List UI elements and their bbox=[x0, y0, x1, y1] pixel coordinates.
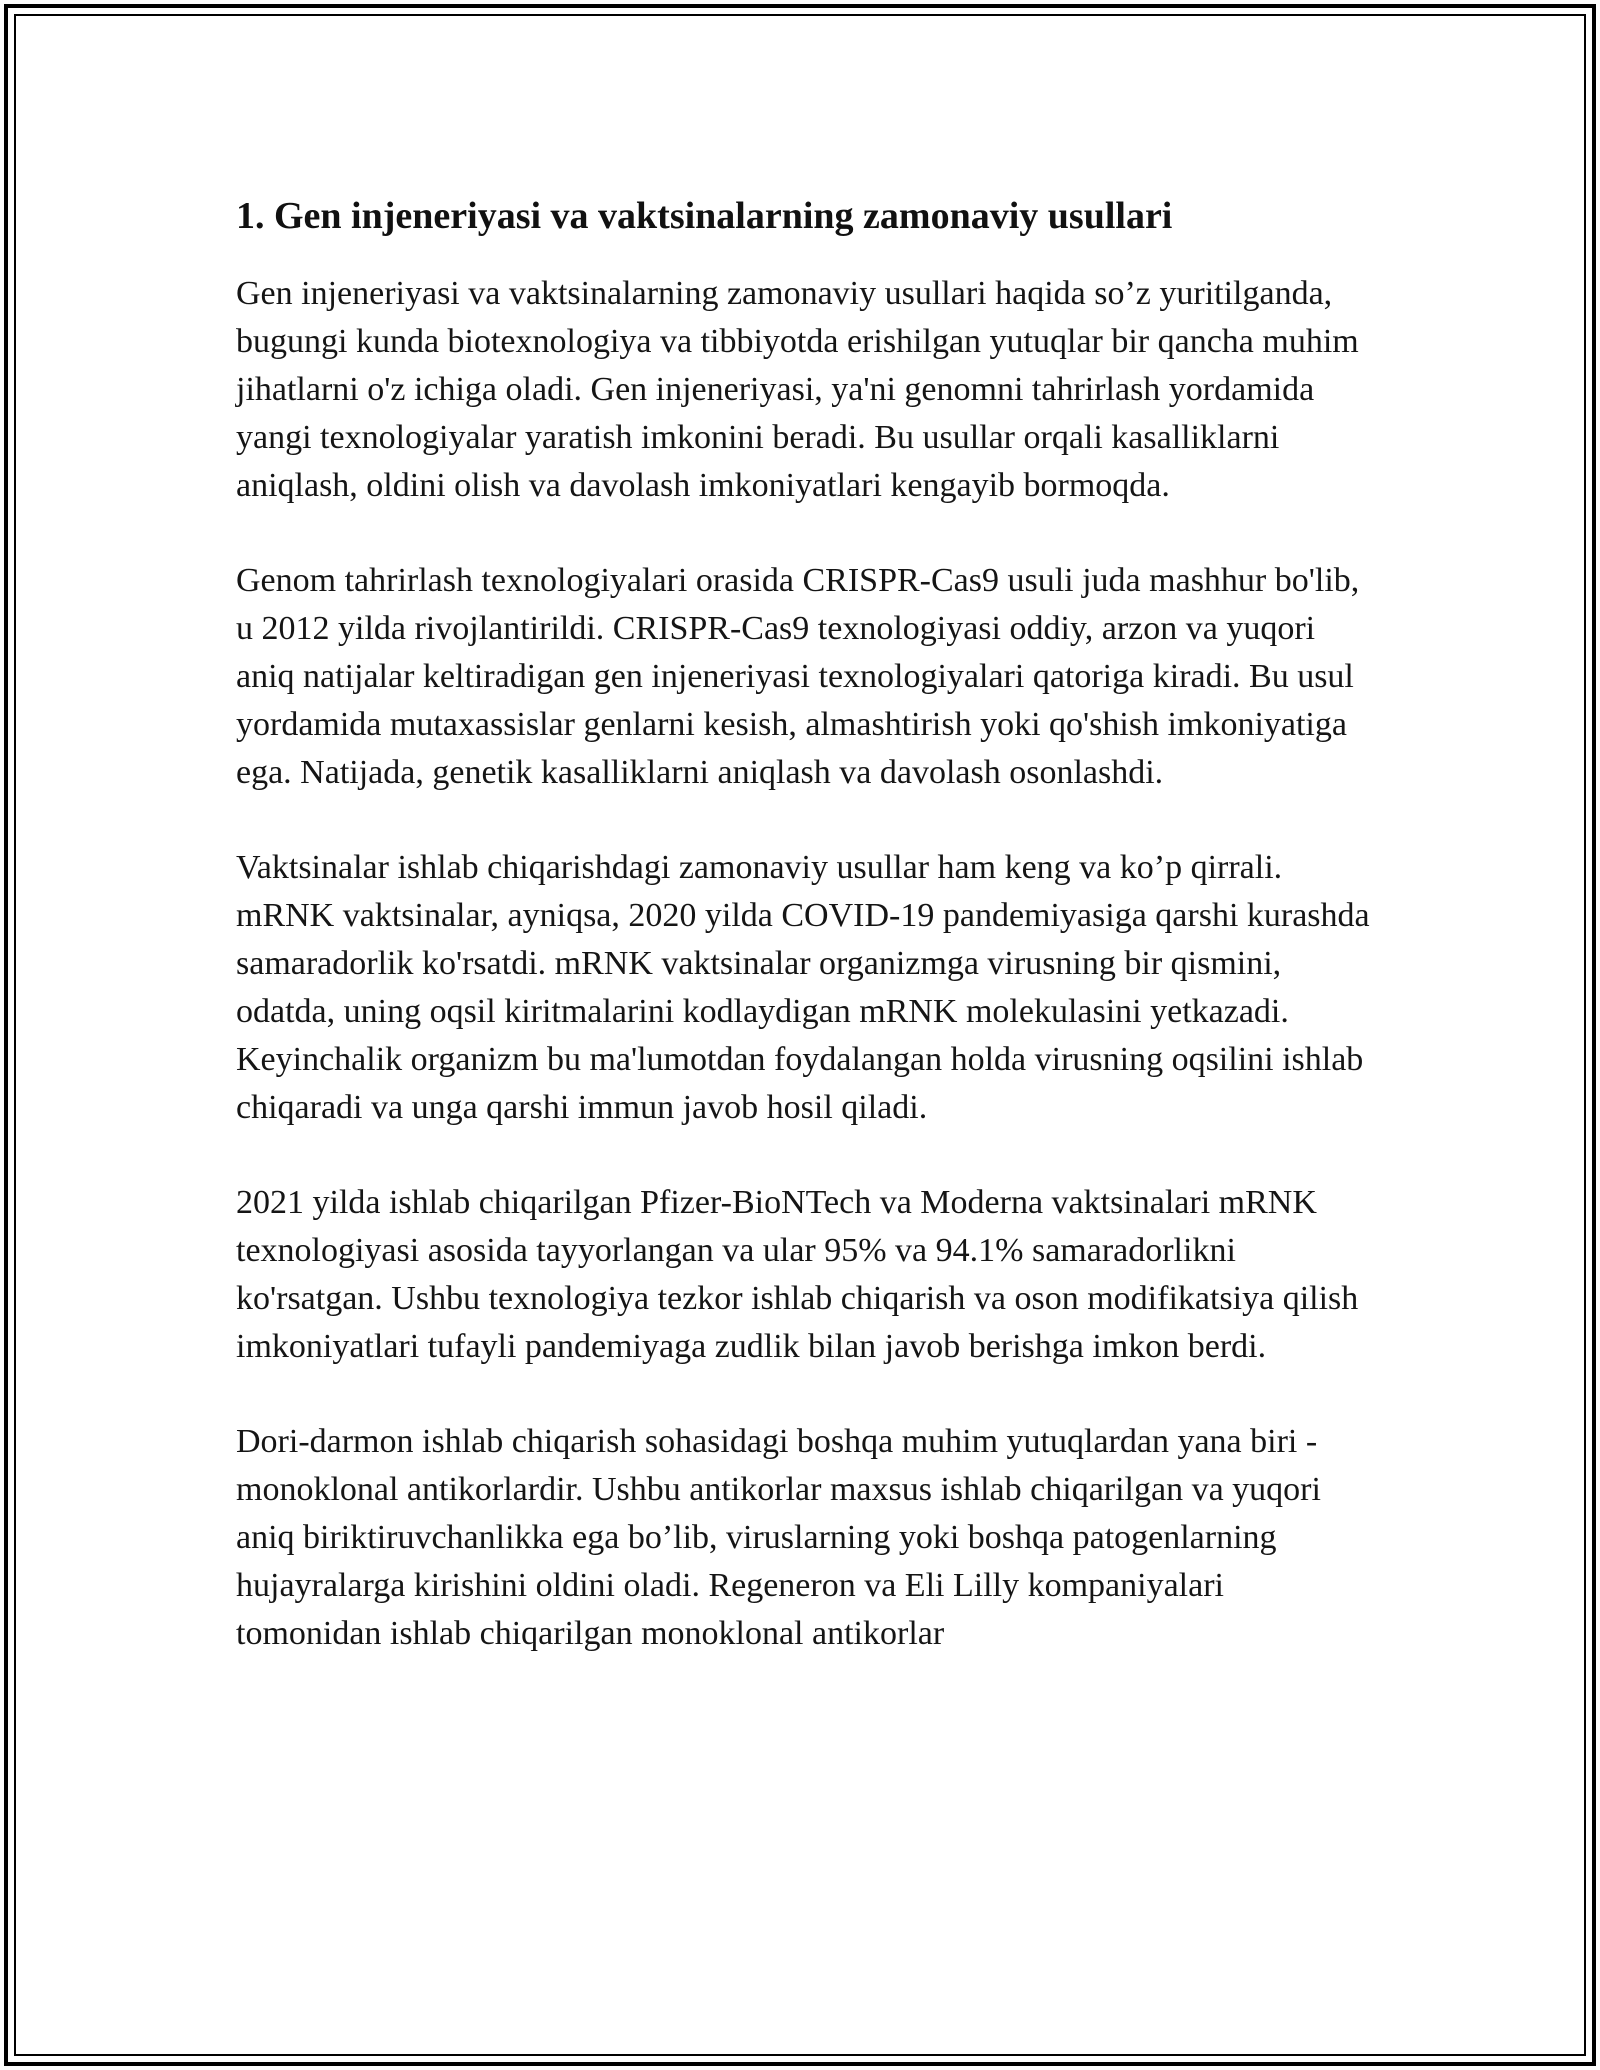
section-heading: 1. Gen injeneriyasi va vaktsinalarning zamonaviy usullari bbox=[236, 195, 1173, 237]
paragraph-pfizer-moderna: 2021 yilda ishlab chiqarilgan Pfizer-BioNTech va Moderna vaktsinalari mRNK texnologiyasi asosida tayyorlangan va ular 95% va 94.1% samaradorlikni ko'rsatgan. Ushbu texnologiya tezkor ishlab chiqarish va oson modifikatsiya qilish imkoniyatlari tufayli pandemiyaga zudlik bilan javob berishga imkon berdi. bbox=[236, 1184, 1359, 1365]
paragraph-monoclonal-antibodies: Dori-darmon ishlab chiqarish sohasidagi boshqa muhim yutuqlardan yana biri - monoklonal antikorlardir. Ushbu antikorlar maxsus ishlab chiqarilgan va yuqori aniq biriktiruvchanlikka ega bo’lib, viruslarning yoki boshqa patogenlarning hujayralarga kirishini oldini oladi. Regeneron va Eli Lilly kompaniyalari tomonidan ishlab chiqarilgan monoklonal antikorlar bbox=[236, 1423, 1321, 1652]
paragraph-gene-engineering: Gen injeneriyasi va vaktsinalarning zamonaviy usullari haqida so’z yuritilganda, bugungi kunda biotexnologiya va tibbiyotda erishilgan yutuqlar bir qancha muhim jihatlarni o'z ichiga oladi. Gen injeneriyasi, ya'ni genomni tahrirlash yordamida yangi texnologiyalar yaratish imkonini beradi. Bu usullar orqali kasalliklarni aniqlash, oldini olish va davolash imkoniyatlari kengayib bormoqda. bbox=[236, 275, 1359, 504]
paragraph-crispr: Genom tahrirlash texnologiyalari orasida CRISPR-Cas9 usuli juda mashhur bo'lib, u 2012 yilda rivojlantirildi. CRISPR-Cas9 texnologiyasi oddiy, arzon va yuqori aniq natijalar keltiradigan gen injeneriyasi texnologiyalari qatoriga kiradi. Bu usul yordamida mutaxassislar genlarni kesish, almashtirish yoki qo'shish imkoniyatiga ega. Natijada, genetik kasalliklarni aniqlash va davolash osonlashdi. bbox=[236, 562, 1360, 791]
paragraph-mrna-vaccines: Vaktsinalar ishlab chiqarishdagi zamonaviy usullar ham keng va ko’p qirrali. mRNK vaktsinalar, ayniqsa, 2020 yilda COVID-19 pandemiyasiga qarshi kurashda samaradorlik ko'rsatdi. mRNK vaktsinalar organizmga virusning bir qismini, odatda, uning oqsil kiritmalarini kodlaydigan mRNK molekulasini yetkazadi. Keyinchalik organizm bu ma'lumotdan foydalangan holda virusning oqsilini ishlab chiqaradi va unga qarshi immun javob hosil qiladi. bbox=[236, 849, 1370, 1126]
document-body bbox=[236, 190, 1376, 1705]
